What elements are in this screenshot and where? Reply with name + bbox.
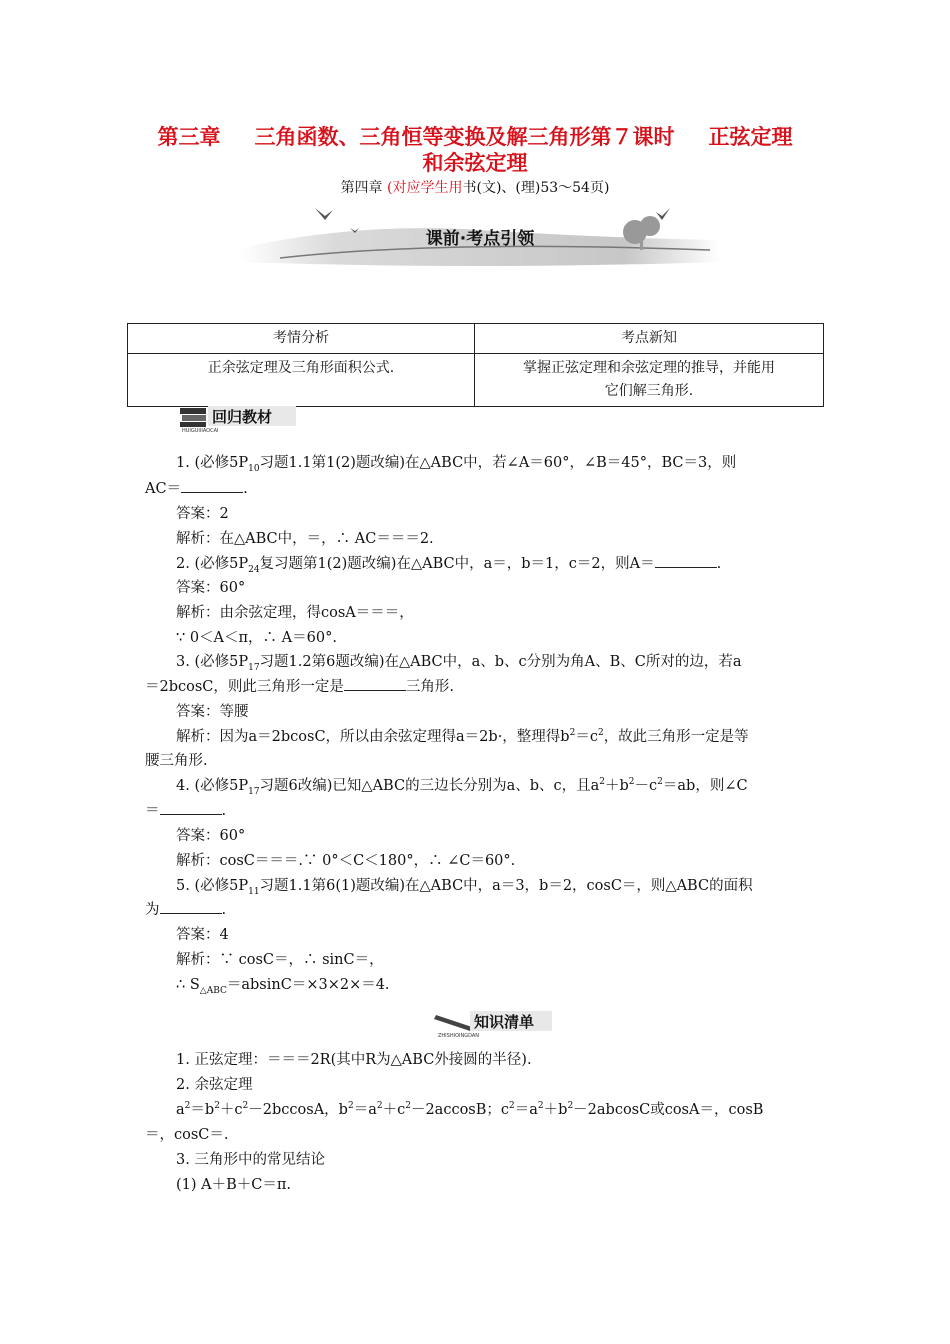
superscript: 2 [405,1101,411,1112]
text: 1. (必修5P [176,455,249,471]
solution-5-cont [176,975,390,995]
text: ＋c [382,1102,406,1118]
answer-blank [344,678,406,691]
badge-text: 知识清单 [474,1013,535,1031]
subscript: 11 [248,886,260,897]
text: 5. (必修5P [176,878,249,894]
text: ＋b [605,778,629,794]
superscript: 2 [347,1101,354,1112]
superscript: 2 [509,1101,515,1112]
text: 4. (必修5P [176,778,249,794]
badge-pinyin: ZHISHIQINGDAN [438,1033,480,1037]
problem-2 [176,554,721,574]
badge-text: 回归教材 [212,408,273,426]
text: a [176,1102,185,1118]
knowledge-1: 1. 正弦定理：＝＝＝2R(其中R为△ABC外接圆的半径). [176,1052,532,1068]
pen-icon [434,1015,472,1031]
text: －2bccosA，b [248,1102,348,1118]
text: 三角形. [405,679,455,695]
text: ＝c [575,729,598,745]
text: ，故此三角形一定是等 [603,729,749,745]
solution-5: 解析：∵ cosC＝，∴ sinC＝， [176,952,384,968]
solution-1: 解析：在△ABC中，＝，∴ AC＝＝＝2. [176,531,434,547]
text: 习题1.2第6题改编)在△ABC中，a、b、c分别为角A、B、C所对的边，若a [259,654,742,670]
solution-2-cont: ∵ 0＜A＜π，∴ A＝60°. [176,630,337,646]
text: ＝ [145,803,160,819]
text: ＝b [190,1102,215,1118]
table-cell: 正余弦定理及三角形面积公式. [128,354,475,407]
cell-line: 它们解三角形. [604,383,694,399]
text: －c [634,778,658,794]
problem-3-cont [145,677,454,697]
table-row [128,354,824,407]
text: ∴ S [176,977,200,993]
cell-line: 掌握正弦定理和余弦定理的推导，并能用 [523,360,775,376]
subscript: △ABC [199,985,227,996]
subscript: 17 [248,786,260,797]
text: AC＝ [145,481,182,497]
section-badge-knowledge [432,1005,554,1037]
knowledge-3-item-1: (1) A＋B＋C＝π. [176,1177,292,1193]
text: . [221,803,227,819]
superscript: 2 [214,1101,220,1112]
solution-2: 解析：由余弦定理，得cosA＝＝＝， [176,605,414,621]
answer-blank [181,480,243,493]
superscript: 2 [537,1101,544,1112]
text: 习题6改编)已知△ABC的三边长分别为a、b、c，且a [259,778,600,794]
superscript: 2 [599,777,605,788]
subtitle-prefix: 第四章 [340,180,388,196]
text: ＝2bcosC，则此三角形一定是 [145,679,344,695]
table-header-row [128,324,824,354]
problem-3 [176,652,742,672]
superscript: 2 [242,1101,249,1112]
banner-text: 课前·考点引领 [425,229,535,249]
answer-blank [160,802,222,815]
text: －2accosB；c [410,1102,510,1118]
text: 复习题第1(2)题改编)在△ABC中，a＝，b＝1，c＝2，则A＝ [259,556,655,572]
solution-4: 解析：cosC＝＝＝.∵ 0°＜C＜180°，∴ ∠C＝60°. [176,853,516,869]
solution-3 [176,727,749,747]
problem-4-cont [145,801,226,821]
text: 习题1.1第1(2)题改编)在△ABC中，若∠A＝60°，∠B＝45°，BC＝3，则 [259,455,737,471]
title-line2: 和余弦定理 [422,151,528,175]
solution-3-cont: 腰三角形. [145,753,208,769]
table-header: 考点新知 [475,324,824,354]
superscript: 2 [597,728,604,739]
answer-3: 答案：等腰 [176,704,249,720]
title-topic: 正弦定理 [708,125,793,149]
text: ＝ab，则∠C [662,778,748,794]
section-banner [240,200,720,270]
subtitle-suffix: 书(文)、(理)53～54页) [462,180,610,196]
info-table [127,323,824,407]
page-title [140,124,810,176]
badge-pinyin: HUIGUIJIAOCAI [182,428,219,432]
text: －2abcosC或cosA＝，cosB [573,1102,764,1118]
books-icon [180,408,206,427]
knowledge-2-formula [176,1100,763,1120]
knowledge-2-cont: ＝，cosC＝. [145,1127,229,1143]
text: 为 [145,902,160,918]
text: 解析：因为a＝2bcosC，所以由余弦定理得a＝2b·，整理得b [176,729,570,745]
text: ＋c [219,1102,243,1118]
problem-5 [176,876,753,896]
knowledge-2-title: 2. 余弦定理 [176,1077,253,1093]
superscript: 2 [628,777,635,788]
knowledge-3-title: 3. 三角形中的常见结论 [176,1152,325,1168]
answer-1: 答案：2 [176,506,229,522]
subscript: 17 [248,662,260,673]
answer-blank [655,555,717,568]
subtitle-red: (对应学生用 [387,180,463,196]
text: 2. (必修5P [176,556,249,572]
page-subtitle [0,177,950,197]
problem-5-cont [145,900,226,920]
superscript: 2 [184,1101,191,1112]
section-badge-review [178,400,300,432]
table-header: 考情分析 [128,324,475,354]
text: . [716,556,722,572]
text: 习题1.1第6(1)题改编)在△ABC中，a＝3，b＝2，cosC＝，则△ABC的面积 [259,878,753,894]
title-chapter: 第三章 [157,125,221,149]
text: ＝absinC＝×3×2×＝4. [226,977,390,993]
table-cell [475,354,824,407]
problem-1-cont [145,479,248,499]
answer-4: 答案：60° [176,828,246,844]
answer-5: 答案：4 [176,927,229,943]
text: . [243,481,248,497]
superscript: 2 [376,1101,383,1112]
superscript: 2 [569,728,576,739]
superscript: 2 [567,1101,574,1112]
problem-4 [176,776,748,796]
problem-1 [176,453,736,473]
subscript: 24 [248,564,260,575]
text: 3. (必修5P [176,654,249,670]
answer-2: 答案：60° [176,580,246,596]
subscript: 10 [248,463,260,474]
answer-blank [160,901,222,914]
text: . [221,902,227,918]
text: ＝a [353,1102,377,1118]
text: ＋b [543,1102,568,1118]
superscript: 2 [657,777,663,788]
title-main: 三角函数、三角恒等变换及解三角形第７课时 [254,125,675,149]
text: ＝a [514,1102,538,1118]
